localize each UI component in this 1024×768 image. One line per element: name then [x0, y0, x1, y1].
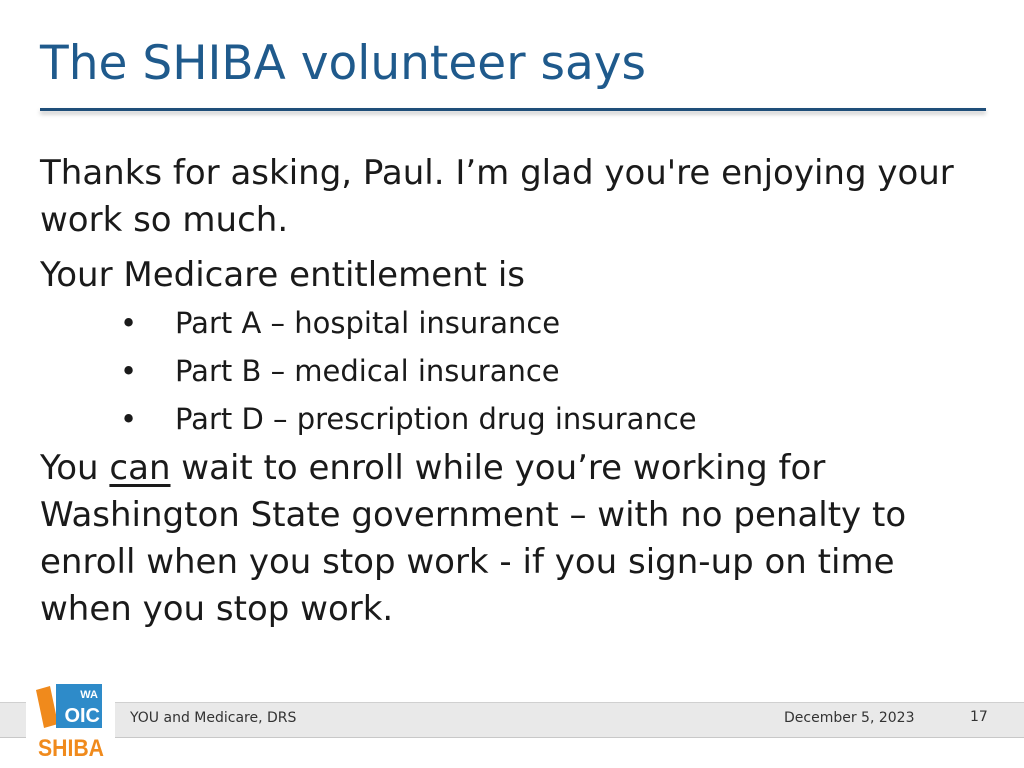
- logo-wa-text: WA: [80, 689, 98, 701]
- list-item: [40, 395, 990, 443]
- bullet-text: Part B – medical insurance: [175, 354, 560, 388]
- paragraph-enrollment: [40, 445, 990, 633]
- shiba-logo: [36, 684, 106, 760]
- bullet-text: Part A – hospital insurance: [175, 306, 561, 340]
- footer-date: December 5, 2023: [784, 710, 915, 726]
- enrollment-prefix: You: [40, 448, 110, 488]
- bullet-icon: •: [120, 354, 138, 388]
- bullet-text: Part D – prescription drug insurance: [175, 402, 697, 436]
- paragraph-thanks: Thanks for asking, Paul. I’m glad you're enjoying your work so much.: [40, 153, 954, 240]
- list-item: [40, 347, 990, 395]
- bullet-icon: •: [120, 306, 138, 340]
- logo-shiba-text: SHIBA: [38, 735, 104, 760]
- slide-title: The SHIBA volunteer says: [40, 36, 647, 91]
- logo-oic-text: OIC: [64, 705, 100, 727]
- slide-body: [40, 150, 990, 641]
- title-divider: [40, 108, 986, 111]
- logo-orange-shape: [36, 686, 58, 728]
- enrollment-text: wait to enroll while you’re working for Washington State government – with no penalty to enroll when you stop work - if you sign-up on time when you stop work.: [40, 448, 907, 629]
- footer-presentation-name: YOU and Medicare, DRS: [130, 710, 297, 726]
- list-item: [40, 299, 990, 347]
- slide-number: 17: [970, 709, 988, 725]
- underlined-word: can: [109, 448, 171, 488]
- entitlement-list: [40, 299, 990, 443]
- bullet-icon: •: [120, 402, 138, 436]
- footer-bar-stub: [0, 702, 26, 738]
- paragraph-entitlement: Your Medicare entitlement is: [40, 255, 525, 295]
